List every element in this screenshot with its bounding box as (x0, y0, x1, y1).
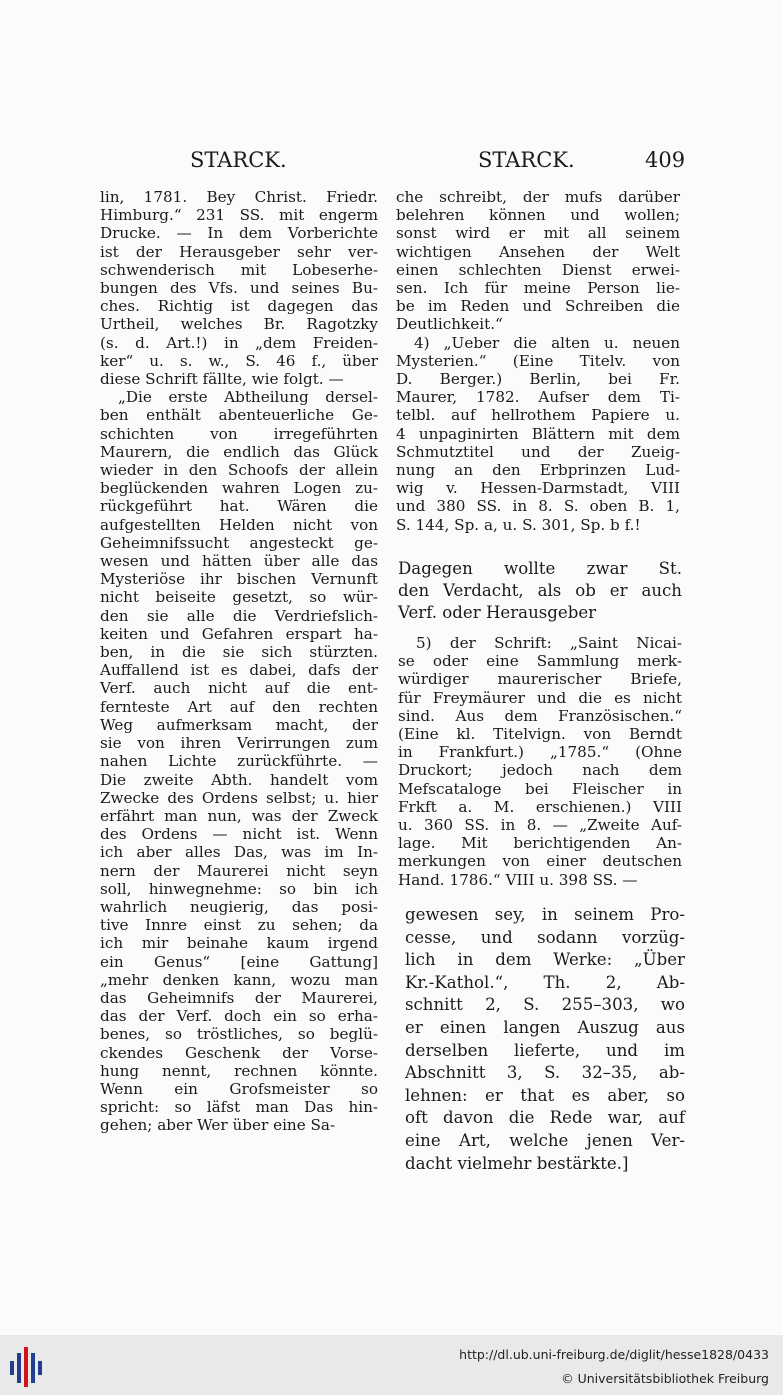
text-line: Frkft a. M. erschienen.) VIII (398, 797, 682, 816)
text-line: Drucke. — In dem Vorberichte (100, 224, 378, 243)
text-line: Mysterien.“ (Eine Titelv. von (396, 351, 680, 370)
text-line: Verf. oder Herausgeber (398, 603, 597, 622)
text-line: benes, so tröstliches, so beglü- (100, 1025, 378, 1044)
text-line: ker“ u. s. w., S. 46 f., über (100, 351, 378, 370)
text-line: ben, in die sie sich stürzten. (100, 643, 378, 662)
text-line: Mefscataloge bei Fleischer in (398, 779, 682, 798)
text-line: einen schlechten Dienst erwei- (396, 260, 680, 279)
text-line: 4) „Ueber die alten u. neuen (414, 333, 680, 352)
text-line: Weg aufmerksam macht, der (100, 715, 378, 734)
text-line: Maurern, die endlich das Glück (100, 442, 378, 461)
viewer-footer (0, 1335, 783, 1395)
text-line: Himburg.“ 231 SS. mit engerm (100, 206, 378, 225)
handwritten-note-1 (398, 558, 682, 624)
text-line: wichtigen Ansehen der Welt (396, 242, 680, 261)
text-line: würdiger maurerischer Briefe, (398, 670, 682, 689)
running-head-left: STARCK. (190, 148, 287, 172)
text-line: ben enthält abenteuerliche Ge- (100, 406, 378, 425)
text-line: ich aber alles Das, was im In- (100, 843, 378, 862)
text-line: se oder eine Sammlung merk- (398, 652, 682, 671)
text-line: sonst wird er mit all seinem (396, 224, 680, 243)
text-line: wahrlich neugierig, das posi- (100, 897, 378, 916)
text-line: Geheimnifssucht angesteckt ge- (100, 533, 378, 552)
text-line: D. Berger.) Berlin, bei Fr. (396, 370, 680, 389)
text-line: spricht: so läfst man Das hin- (100, 1098, 378, 1117)
text-line: diese Schrift fällte, wie folgt. — (100, 370, 344, 389)
text-line: lin, 1781. Bey Christ. Friedr. (100, 188, 378, 206)
running-head-right: STARCK. (478, 148, 575, 172)
right-text-column-top (396, 188, 680, 534)
text-line: sind. Aus dem Französischen.“ (398, 706, 682, 725)
text-line: soll, hinwegnehme: so bin ich (100, 879, 378, 898)
text-line: Wenn ein Grofsmeister so (100, 1079, 378, 1098)
text-line: bungen des Vfs. und seines Bu- (100, 279, 378, 298)
text-line: lage. Mit berichtigenden An- (398, 834, 682, 853)
text-line: „Die erste Abtheilung dersel- (118, 388, 378, 407)
text-line: Die zweite Abth. handelt vom (100, 770, 378, 789)
text-line: beglückenden wahren Logen zu- (100, 479, 378, 498)
text-line: dacht vielmehr bestärkte.] (405, 1153, 629, 1173)
text-line: sen. Ich für meine Person lie- (396, 279, 680, 298)
text-line: cesse, und sodann vorzüg- (405, 927, 685, 947)
text-line: nung an den Erbprinzen Lud- (396, 461, 680, 480)
copyright-notice: © Universitätsbibliothek Freiburg (561, 1371, 769, 1386)
ub-freiburg-logo-icon (8, 1347, 48, 1387)
text-line: Mysteriöse ihr bischen Vernunft (100, 570, 378, 589)
text-line: keiten und Gefahren erspart ha- (100, 624, 378, 643)
text-line: Verf. auch nicht auf die ent- (100, 679, 378, 698)
text-line: fernteste Art auf den rechten (100, 697, 378, 716)
text-line: des Ordens — nicht ist. Wenn (100, 825, 378, 844)
text-line: (Eine kl. Titelvign. von Berndt (398, 725, 682, 744)
text-line: für Freymäurer und die es nicht (398, 688, 682, 707)
text-line: aufgestellten Helden nicht von (100, 515, 378, 534)
text-line: Schmutztitel und der Zueig- (396, 442, 680, 461)
text-line: Druckort; jedoch nach dem (398, 761, 682, 780)
text-line: gehen; aber Wer über eine Sa- (100, 1116, 336, 1135)
text-line: (s. d. Art.!) in „dem Freiden- (100, 333, 378, 352)
text-line: erfährt man nun, was der Zweck (100, 806, 378, 825)
text-line: in Frankfurt.) „1785.“ (Ohne (398, 743, 682, 762)
page-number: 409 (645, 148, 686, 172)
text-line: lehnen: er that es aber, so (405, 1085, 685, 1105)
text-line: sie von ihren Verirrungen zum (100, 734, 378, 753)
text-line: nern der Maurerei nicht seyn (100, 861, 378, 880)
handwritten-note-2 (405, 904, 685, 1175)
text-line: und 380 SS. in 8. S. oben B. 1, (396, 497, 680, 516)
text-line: wesen und hätten über alle das (100, 552, 378, 571)
text-line: Urtheil, welches Br. Ragotzky (100, 315, 378, 334)
text-line: wig v. Hessen-Darmstadt, VIII (396, 479, 680, 498)
text-line: Dagegen wollte zwar St. (398, 559, 682, 578)
text-line: lich in dem Werke: „Über (405, 950, 685, 970)
page-header (0, 148, 783, 178)
text-line: nahen Lichte zurückführte. — (100, 752, 378, 771)
text-line: den sie alle die Verdriefslich- (100, 606, 378, 625)
text-line: 5) der Schrift: „Saint Nicai- (416, 634, 682, 652)
text-line: ches. Richtig ist dagegen das (100, 297, 378, 316)
text-line: belehren können und wollen; (396, 206, 680, 225)
text-line: telbl. auf hellrothem Papiere u. (396, 406, 680, 425)
text-line: merkungen von einer deutschen (398, 852, 682, 871)
text-line: S. 144, Sp. a, u. S. 301, Sp. b f.! (396, 515, 641, 534)
text-line: u. 360 SS. in 8. — „Zweite Auf- (398, 816, 682, 835)
text-line: gewesen sey, in seinem Pro- (405, 905, 685, 924)
text-line: schwenderisch mit Lobeserhe- (100, 260, 378, 279)
text-line: Auffallend ist es dabei, dafs der (100, 661, 378, 680)
text-line: ich mir beinahe kaum irgend (100, 934, 378, 953)
text-line: schnitt 2, S. 255–303, wo (405, 995, 685, 1015)
text-line: Abschnitt 3, S. 32–35, ab- (405, 1063, 685, 1083)
text-line: tive Innre einst zu sehen; da (100, 916, 378, 935)
text-line: er einen langen Auszug aus (405, 1017, 685, 1037)
text-line: eine Art, welche jenen Ver- (405, 1130, 685, 1150)
text-line: rückgeführt hat. Wären die (100, 497, 378, 516)
right-text-column-middle (398, 634, 682, 889)
text-line: derselben lieferte, und im (405, 1040, 685, 1060)
text-line: den Verdacht, als ob er auch (398, 581, 682, 600)
text-line: Deutlichkeit.“ (396, 315, 503, 334)
text-line: nicht beiseite gesetzt, so wür- (100, 588, 378, 607)
text-line: oft davon die Rede war, auf (405, 1108, 685, 1128)
text-line: ist der Herausgeber sehr ver- (100, 242, 378, 261)
permalink-link[interactable]: http://dl.ub.uni-freiburg.de/diglit/hesse1828/0433 (459, 1347, 769, 1362)
text-line: 4 unpaginirten Blättern mit dem (396, 424, 680, 443)
text-line: Kr.-Kathol.“, Th. 2, Ab- (405, 972, 685, 992)
text-line: Maurer, 1782. Aufser dem Ti- (396, 388, 680, 407)
text-line: das der Verf. doch ein so erha- (100, 1007, 378, 1026)
text-line: „mehr denken kann, wozu man (100, 970, 378, 989)
text-line: schichten von irregeführten (100, 424, 378, 443)
text-line: das Geheimnifs der Maurerei, (100, 988, 378, 1007)
text-line: Hand. 1786.“ VIII u. 398 SS. — (398, 870, 638, 889)
left-text-column (100, 188, 378, 1135)
text-line: Zwecke des Ordens selbst; u. hier (100, 788, 378, 807)
text-line: che schreibt, der mufs darüber (396, 188, 680, 206)
text-line: be im Reden und Schreiben die (396, 297, 680, 316)
text-line: ein Genus“ [eine Gattung] (100, 952, 378, 971)
text-line: wieder in den Schoofs der allein (100, 461, 378, 480)
text-line: ckendes Geschenk der Vorse- (100, 1043, 378, 1062)
text-line: hung nennt, rechnen könnte. (100, 1061, 378, 1080)
